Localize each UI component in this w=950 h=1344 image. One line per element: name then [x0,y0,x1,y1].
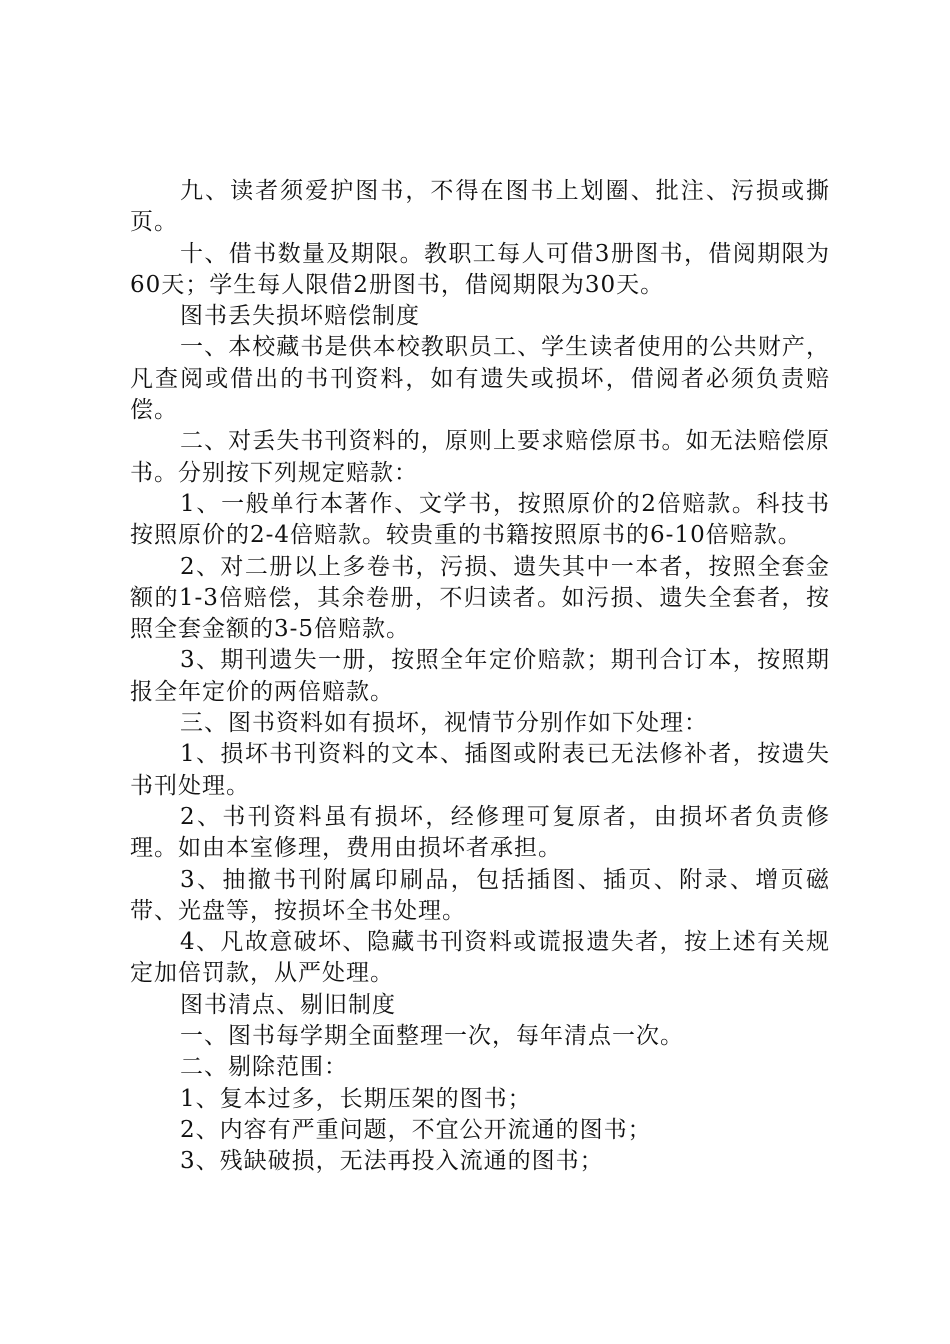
paragraph-compensation-3-3: 3、抽撤书刊附属印刷品，包括插图、插页、附录、增页磁带、光盘等，按损坏全书处理。 [130,866,830,924]
paragraph-item-9: 九、读者须爱护图书，不得在图书上划圈、批注、污损或撕页。 [130,178,830,236]
paragraph-inventory-2-1: 1、复本过多，长期压架的图书； [180,1085,532,1112]
paragraph-compensation-3-4: 4、凡故意破坏、隐藏书刊资料或谎报遗失者，按上述有关规定加倍罚款，从严处理。 [130,929,830,987]
paragraph-inventory-1: 一、图书每学期全面整理一次，每年清点一次。 [180,1023,684,1050]
paragraph-compensation-3: 三、图书资料如有损坏，视情节分别作如下处理： [180,710,708,737]
section-heading-inventory: 图书清点、剔旧制度 [180,991,396,1018]
section-heading-compensation: 图书丢失损坏赔偿制度 [180,303,420,330]
document-body [130,176,830,1178]
paragraph-item-10: 十、借书数量及期限。教职工每人可借3册图书，借阅期限为60天；学生每人限借2册图书，借阅期限为30天。 [130,240,830,298]
paragraph-compensation-2-1: 1、一般单行本著作、文学书，按照原价的2倍赔款。科技书按照原价的2-4倍赔款。较贵重的书籍按照原书的6-10倍赔款。 [130,490,830,549]
paragraph-inventory-2-3: 3、残缺破损，无法再投入流通的图书； [180,1148,604,1175]
paragraph-inventory-2-2: 2、内容有严重问题，不宜公开流通的图书； [180,1116,652,1143]
paragraph-compensation-1: 一、本校藏书是供本校教职员工、学生读者使用的公共财产，凡查阅或借出的书刊资料，如有遗失或损坏，借阅者必须负责赔偿。 [130,334,830,424]
paragraph-compensation-2: 二、对丢失书刊资料的，原则上要求赔偿原书。如无法赔偿原书。分别按下列规定赔款： [130,428,830,486]
paragraph-compensation-2-2: 2、对二册以上多卷书，污损、遗失其中一本者，按照全套金额的1-3倍赔偿，其余卷册，不归读者。如污损、遗失全套者，按照全套金额的3-5倍赔款。 [130,553,830,643]
paragraph-compensation-2-3: 3、期刊遗失一册，按照全年定价赔款；期刊合订本，按照期报全年定价的两倍赔款。 [130,647,830,705]
paragraph-compensation-3-2: 2、书刊资料虽有损坏，经修理可复原者，由损坏者负责修理。如由本室修理，费用由损坏者承担。 [130,803,830,862]
paragraph-compensation-3-1: 1、损坏书刊资料的文本、插图或附表已无法修补者，按遗失书刊处理。 [130,741,830,799]
paragraph-inventory-2: 二、剔除范围： [180,1054,348,1081]
